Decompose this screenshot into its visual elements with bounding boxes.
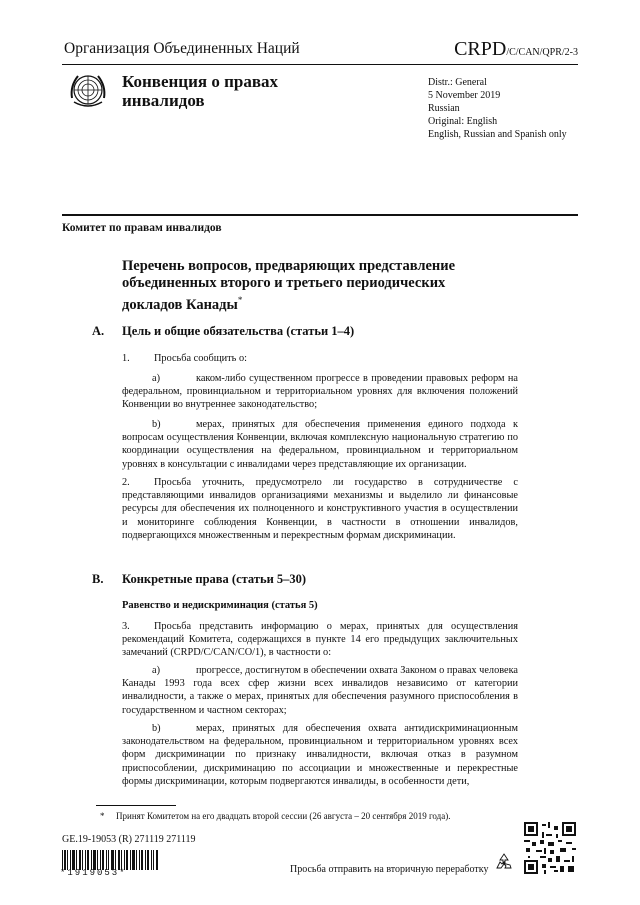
subparagraph-number: a) — [152, 665, 160, 676]
section-label: B. — [92, 572, 104, 586]
un-emblem-icon — [66, 68, 110, 112]
symbol-suffix: /C/CAN/QPR/2-3 — [506, 47, 578, 58]
subparagraph-number: a) — [152, 373, 160, 384]
document-symbol — [454, 38, 578, 61]
paragraph-number: 3. — [122, 621, 130, 632]
distr-languages-only: English, Russian and Spanish only — [428, 129, 567, 140]
subparagraph-3a — [122, 664, 518, 717]
section-rule — [62, 214, 578, 216]
footnote-text: Принят Комитетом на его двадцать второй сессии (26 августа – 20 сентября 2019 года). — [116, 811, 451, 821]
footnote-rule — [96, 805, 176, 806]
subparagraph-3b — [122, 722, 518, 788]
convention-title: Конвенция о правах инвалидов — [122, 72, 279, 110]
section-label: A. — [92, 324, 105, 338]
header-rule — [62, 64, 578, 65]
recycle-icon — [494, 852, 514, 872]
subparagraph-text: прогрессе, достигнутом в обеспечении охвата Законом о правах человека Канады 1993 года всех сфер жизни всех инвалидов независимо от категории инвалидности, а также о мерах, принятых для обеспечения разумного приспособления в государственном и частном секторах; — [122, 665, 518, 716]
document-title-text: Перечень вопросов, предваряющих представление объединенных второго и третьего периодических докладов Канады — [122, 258, 456, 313]
recycle-notice: Просьба отправить на вторичную переработку — [290, 864, 489, 875]
paragraph-number: 1. — [122, 353, 130, 364]
paragraph-3 — [122, 620, 518, 660]
barcode-image — [62, 850, 158, 870]
section-title: Конкретные права (статьи 5–30) — [122, 572, 307, 586]
subparagraph-text: мерах, принятых для обеспечения применения единого подхода к вопросам осуществления Конвенции, включая комплексную национальную стратегию по координации осуществления на федеральном, провинциальном и территориальном уровнях в консультации с инвалидами через представляющие их организации. — [122, 419, 518, 470]
organization-name: Организация Объединенных Наций — [64, 40, 300, 57]
distribution-block — [428, 76, 567, 141]
subparagraph-text: мерах, принятых для обеспечения охвата антидискриминационным законодательством на федеральном, провинциальном и территориальном уровнях всех форм дискриминации по признаку инвалидности, включая отказ в разумном приспособлении, дискриминацию по ассоциации и множественные и перекрестные формы дискриминации, которым подвергаются инвалиды, в особенности дети, — [122, 723, 518, 787]
subparagraph-number: b) — [152, 723, 161, 734]
paragraph-number: 2. — [122, 477, 130, 488]
distr-language: Russian — [428, 103, 460, 114]
barcode-number: *1919053* — [60, 868, 127, 878]
paragraph-2 — [122, 476, 518, 542]
section-title: Цель и общие обязательства (статьи 1–4) — [122, 324, 355, 338]
subsection-heading: Равенство и недискриминация (статья 5) — [122, 600, 318, 611]
subparagraph-1b — [122, 418, 518, 471]
paragraph-text: Просьба представить информацию о мерах, принятых для осуществления рекомендаций Комитета, содержащихся в пункте 14 его предыдущих заключительных замечаний (CRPD/C/CAN/CO/1), в частности о: — [122, 621, 518, 659]
paragraph-text: Просьба сообщить о: — [154, 353, 247, 364]
subparagraph-number: b) — [152, 419, 161, 430]
subparagraph-text: каком-либо существенном прогрессе в проведении правовых реформ на федеральном, провинциальном и территориальном уровнях для включения положений Конвенции во внутреннее законодательство; — [122, 373, 518, 411]
symbol-main: CRPD — [454, 38, 507, 60]
committee-name: Комитет по правам инвалидов — [62, 222, 222, 234]
qr-code-image — [524, 822, 576, 874]
paragraph-1 — [122, 352, 518, 365]
footnote-reference: * — [237, 295, 243, 305]
distr-original: Original: English — [428, 116, 498, 127]
subparagraph-1a — [122, 372, 518, 412]
document-title — [122, 258, 502, 314]
footnote-mark: * — [100, 811, 105, 821]
distr-date: 5 November 2019 — [428, 90, 501, 101]
job-number: GE.19-19053 (R) 271119 271119 — [62, 834, 196, 845]
paragraph-text: Просьба уточнить, предусмотрело ли государство в сотрудничестве с представляющими инвалидов организациями механизмы и выделило ли финансовые ресурсы для обеспечения их полноценного и конструктивного участия в осуществлении и мониторинге соблюдения Конвенции, в частности в отношении инвалидов, подвергающихся множественным и перекрестным формам дискриминации. — [122, 477, 518, 541]
footnote — [100, 811, 450, 821]
distr-line: Distr.: General — [428, 77, 487, 88]
